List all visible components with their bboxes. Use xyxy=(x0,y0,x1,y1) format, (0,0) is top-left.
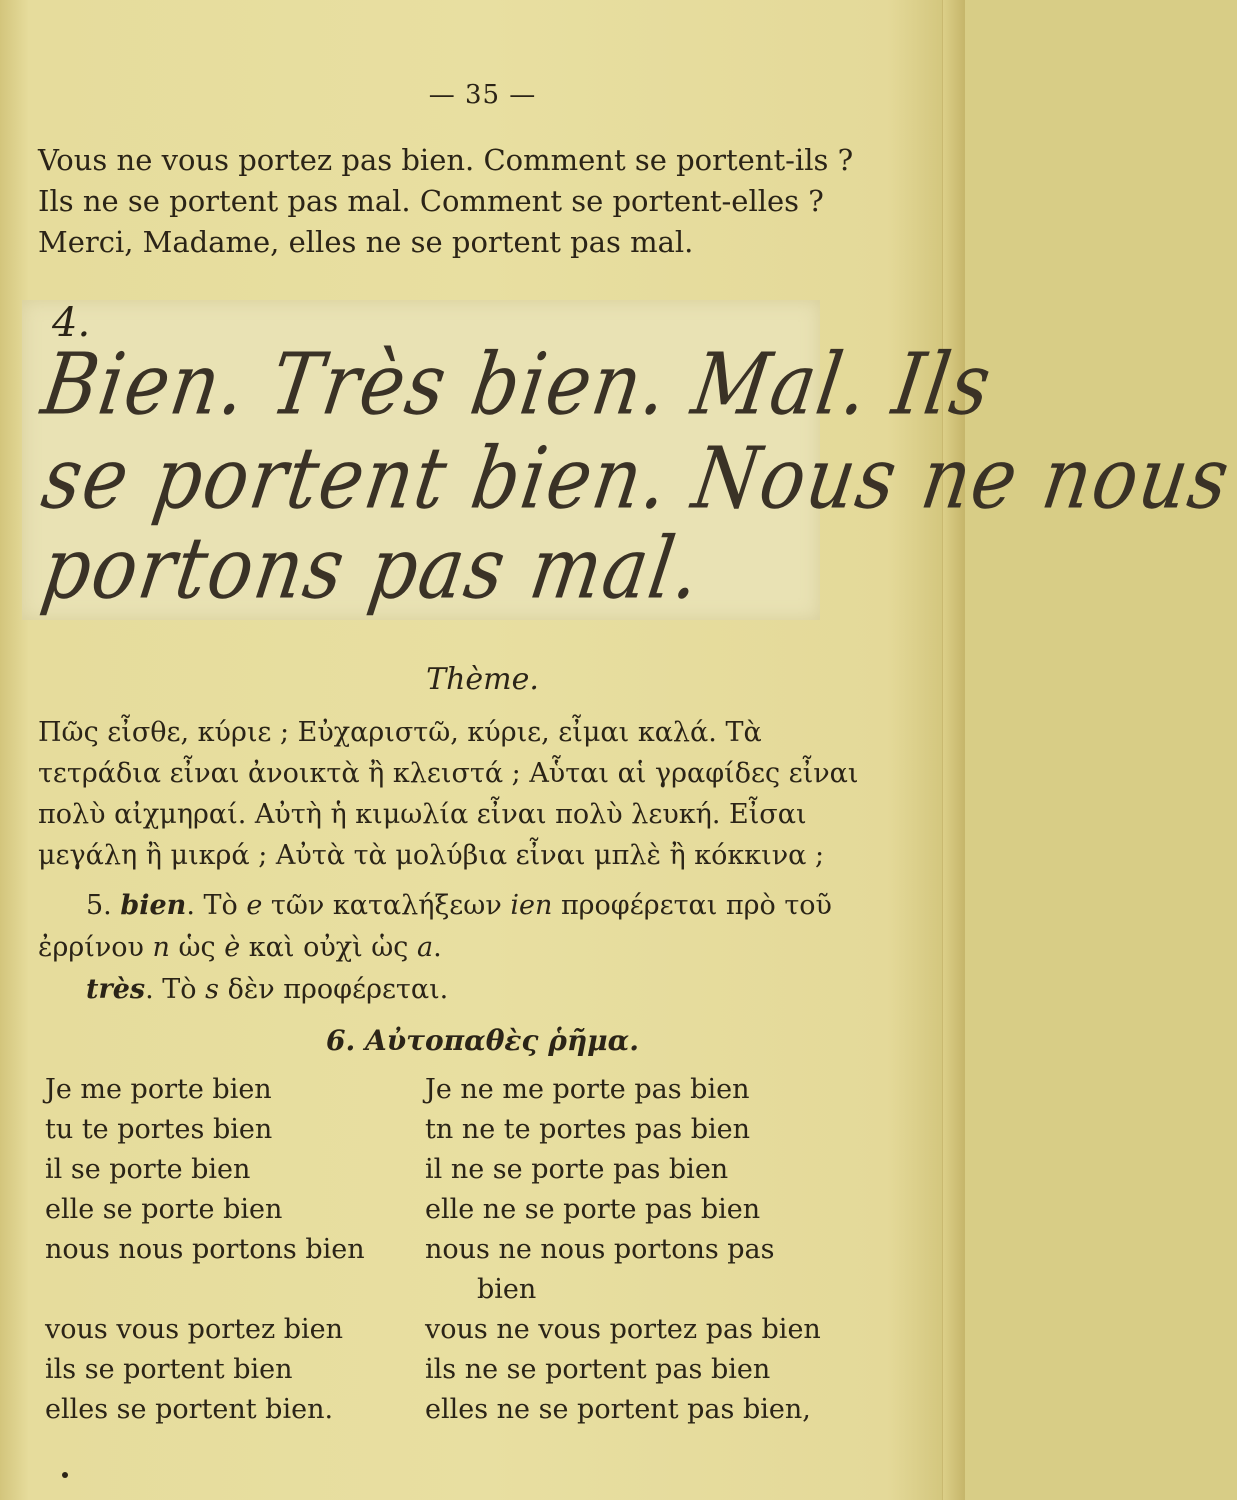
note-letter: a xyxy=(417,932,434,963)
page-edge xyxy=(942,0,965,1500)
theme-line: μεγάλη ἢ μικρά ; Αὐτὰ τὰ μολύβια εἶναι μπλὲ ἢ κόκκινα ; xyxy=(38,840,825,871)
note-text: ὡς xyxy=(178,932,216,963)
note-word: très xyxy=(86,974,146,1005)
handwriting-line: portons pas mal. xyxy=(36,519,709,618)
note-text: καὶ οὐχὶ ὡς xyxy=(248,932,409,963)
ink-speck xyxy=(62,1472,68,1478)
exercise-number: 4. xyxy=(52,300,91,346)
note-letter: s xyxy=(205,974,219,1005)
conjugation-row: ils se portent bien xyxy=(45,1354,293,1385)
conjugation-row: ils ne se portent pas bien xyxy=(425,1354,771,1385)
conjugation-row: elle se porte bien xyxy=(45,1194,283,1225)
handwriting-line: Bien. Très bien. Mal. Ils xyxy=(36,335,999,434)
note-text: προφέρεται πρὸ τοῦ xyxy=(560,890,832,921)
section-heading: 6. Αὐτοπαθὲς ῥῆμα. xyxy=(326,1024,639,1057)
conjugation-row: nous nous portons bien xyxy=(45,1234,365,1265)
conjugation-row: elles se portent bien. xyxy=(45,1394,334,1425)
note-letter: e xyxy=(246,890,263,921)
note-text: . Τὸ xyxy=(186,890,238,921)
note-number: 5. xyxy=(86,890,112,921)
theme-line: Πῶς εἶσθε, κύριε ; Εὐχαριστῶ, κύριε, εἶμαι καλά. Τὰ xyxy=(38,717,762,748)
conjugation-row: vous ne vous portez pas bien xyxy=(425,1314,821,1345)
conjugation-row: Je ne me porte pas bien xyxy=(425,1074,750,1105)
intro-line: Ils ne se portent pas mal. Comment se portent-elles ? xyxy=(38,184,824,218)
conjugation-row: Je me porte bien xyxy=(45,1074,272,1105)
conjugation-row: tu te portes bien xyxy=(45,1114,273,1145)
handwriting-line: se portent bien. Nous ne nous xyxy=(36,429,1237,528)
note-text: . xyxy=(433,932,442,963)
intro-line: Vous ne vous portez pas bien. Comment se portent-ils ? xyxy=(38,143,854,177)
note-text: τῶν καταλήξεων xyxy=(270,890,502,921)
note-word: bien xyxy=(120,890,187,921)
note-tres-line xyxy=(38,969,838,1011)
theme-paragraph xyxy=(38,712,859,876)
note-letter: n xyxy=(152,932,170,963)
note-text: . Τὸ xyxy=(145,974,197,1005)
handwriting-exercise xyxy=(22,300,1237,620)
theme-line: τετράδια εἶναι ἀνοικτὰ ἢ κλειστά ; Αὗται αἱ γραφίδες εἶναι xyxy=(38,758,859,789)
note-text: ἐρρίνου xyxy=(38,932,144,963)
conjugation-row: il se porte bien xyxy=(45,1154,251,1185)
conjugation-row: tn ne te portes pas bien xyxy=(425,1114,751,1145)
page-number: — 35 — xyxy=(428,80,537,110)
note-5-line-1 xyxy=(38,885,838,927)
note-5-line-2 xyxy=(38,927,838,969)
conjugation-row: vous vous portez bien xyxy=(45,1314,344,1345)
note-letter: ien xyxy=(510,890,553,921)
conjugation-row: nous ne nous portons pas xyxy=(425,1234,775,1265)
conjugation-row: elle ne se porte pas bien xyxy=(425,1194,761,1225)
conjugation-row: elles ne se portent pas bien, xyxy=(425,1394,811,1425)
theme-heading: Thème. xyxy=(426,662,539,697)
pronunciation-notes xyxy=(38,885,838,1011)
spacer xyxy=(45,1270,405,1310)
note-text: δὲν προφέρεται. xyxy=(227,974,449,1005)
conjugation-negative xyxy=(425,1070,825,1430)
theme-line: πολὺ αἰχμηραί. Αὐτὴ ἡ κιμωλία εἶναι πολὺ λευκή. Εἶσαι xyxy=(38,799,807,830)
note-letter: è xyxy=(224,932,241,963)
conjugation-row: il ne se porte pas bien xyxy=(425,1154,729,1185)
intro-line: Merci, Madame, elles ne se portent pas mal. xyxy=(38,225,694,259)
conjugation-row-continuation: bien xyxy=(477,1274,537,1305)
intro-text xyxy=(38,140,854,263)
conjugation-affirmative xyxy=(45,1070,405,1430)
